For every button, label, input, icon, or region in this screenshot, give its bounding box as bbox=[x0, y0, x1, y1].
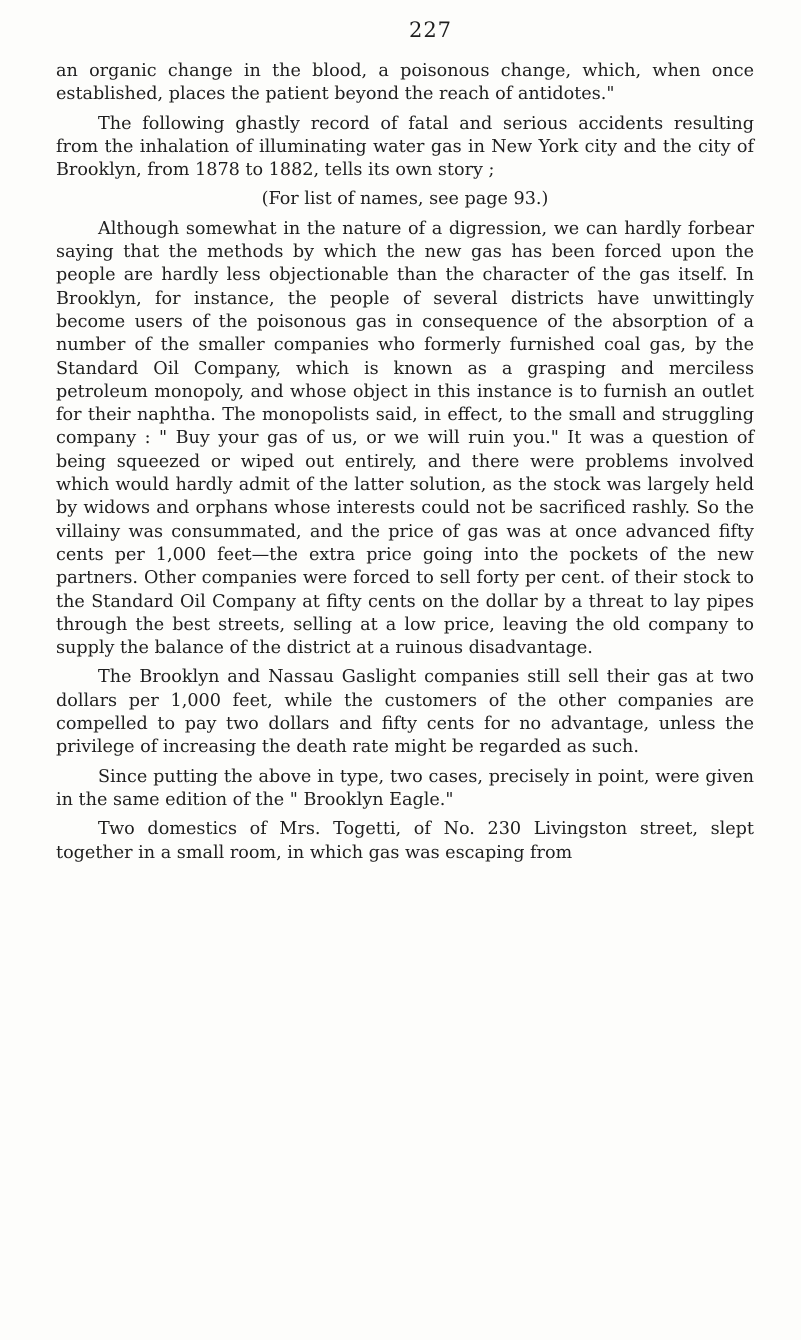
paragraph-record-intro: The following ghastly record of fatal and serious accidents resulting from the inhalation of illuminating water gas in New York city and the city of Brooklyn, from 1878 to 1882, tells its own story ; bbox=[56, 113, 754, 181]
body-text bbox=[56, 60, 754, 871]
paragraph-gaslight-prices: The Brooklyn and Nassau Gaslight companies still sell their gas at two dollars per 1,000 feet, while the customers of the other companies are compelled to pay two dollars and fifty cents for no advantage, unless the privilege of increasing the death rate might be regarded as such. bbox=[56, 667, 754, 758]
paragraph-continuation: an organic change in the blood, a poisonous change, which, when once established, places the patient beyond the reach of antidotes." bbox=[56, 61, 754, 105]
page-number: 227 bbox=[408, 18, 453, 42]
paragraph-digression: Although somewhat in the nature of a digression, we can hardly forbear saying that the methods by which the new gas has been forced upon the people are hardly less objectionable than the character of the gas itself. In Brooklyn, for instance, the people of several districts have unwittingly become users of the poisonous gas in consequence of the absorption of a number of the smaller companies who formerly furnished coal gas, by the Standard Oil Company, which is known as a grasping and merciless petroleum monopoly, and whose object in this instance is to furnish an outlet for their naphtha. The monopolists said, in effect, to the small and struggling company : " Buy your gas of us, or we will ruin you." It was a question of being squeezed or wiped out entirely, and there were problems involved which would hardly admit of the latter solution, as the stock was largely held by widows and orphans whose interests could not be sacrificed rashly. So the villainy was consummated, and the price of gas was at once advanced fifty cents per 1,000 feet—the extra price going into the pockets of the new partners. Other companies were forced to sell forty per cent. of their stock to the Standard Oil Company at fifty cents on the dollar by a threat to lay pipes through the best streets, selling at a low price, leaving the old company to supply the balance of the district at a ruinous disadvantage. bbox=[56, 218, 754, 659]
paragraph-names-reference: (For list of names, see page 93.) bbox=[261, 189, 549, 210]
paragraph-domestics: Two domestics of Mrs. Togetti, of No. 230 Livingston street, slept together in a small room, in which gas was escaping from bbox=[56, 819, 754, 863]
paragraph-eagle-cases: Since putting the above in type, two cases, precisely in point, were given in the same edition of the " Brooklyn Eagle." bbox=[56, 766, 754, 810]
